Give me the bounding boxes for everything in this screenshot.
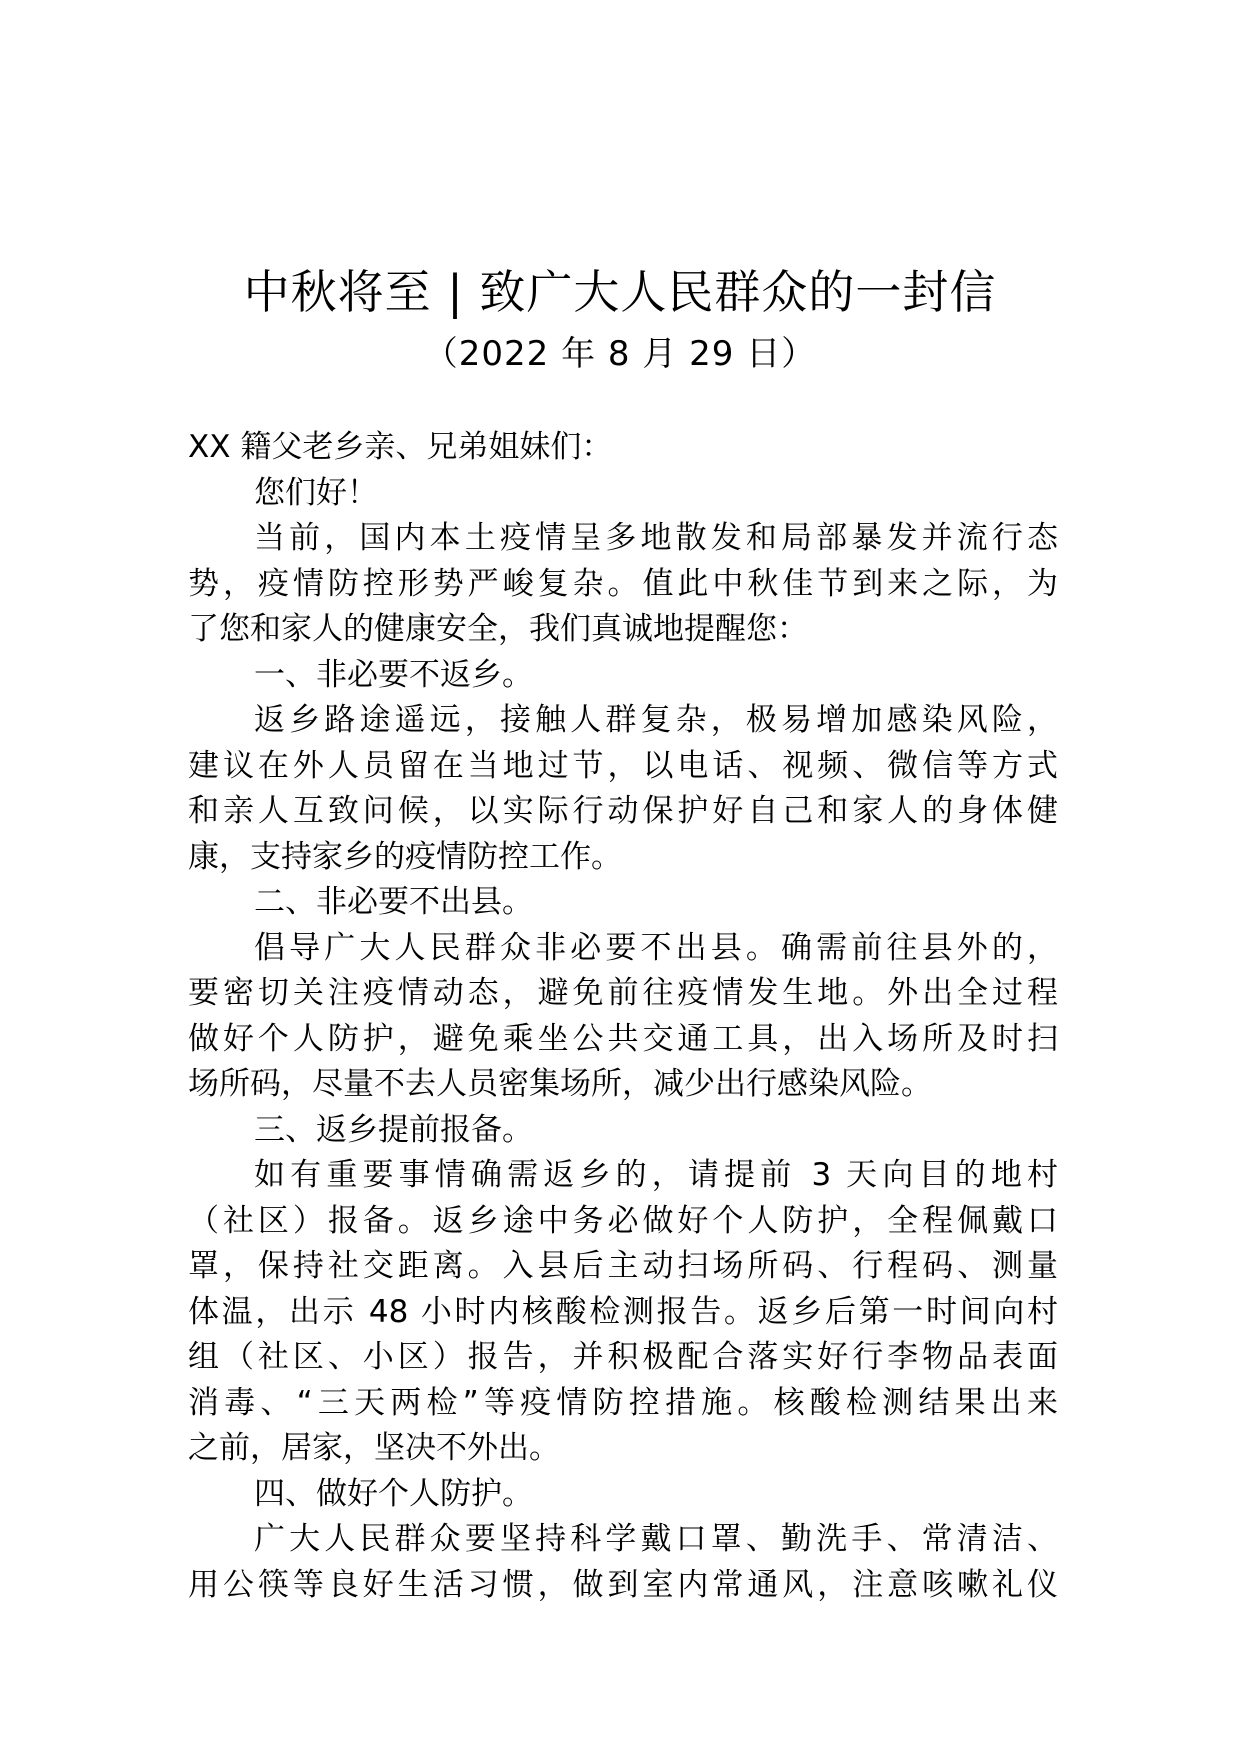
body-line: 势，疫情防控形势严峻复杂。值此中秋佳节到来之际，为 <box>188 565 1058 602</box>
body-line: 组（社区、小区）报告，并积极配合落实好行李物品表面 <box>188 1339 1058 1375</box>
body-line: 广大人民群众要坚持科学戴口罩、勤洗手、常清洁、 <box>254 1521 1058 1557</box>
body-line: 返乡路途遥远，接触人群复杂，极易增加感染风险， <box>254 702 1058 738</box>
body-line: 三、返乡提前报备。 <box>254 1111 533 1148</box>
body-line: 倡导广大人民群众非必要不出县。确需前往县外的， <box>254 929 1058 966</box>
page-title: 中秋将至 | 致广大人民群众的一封信 <box>243 265 997 319</box>
body-line: （社区）报备。返乡途中务必做好个人防护，全程佩戴口 <box>188 1202 1058 1239</box>
body-line: 一、非必要不返乡。 <box>254 656 533 693</box>
body-line: 和亲人互致问候，以实际行动保护好自己和家人的身体健 <box>188 793 1058 829</box>
body-line: 做好个人防护，避免乘坐公共交通工具，出入场所及时扫 <box>188 1020 1058 1057</box>
body-line: 要密切关注疫情动态，避免前往疫情发生地。外出全过程 <box>188 975 1058 1011</box>
body-line: XX 籍父老乡亲、兄弟姐妹们： <box>188 429 613 465</box>
body-line: 康，支持家乡的疫情防控工作。 <box>188 838 622 875</box>
body-line: 四、做好个人防护。 <box>254 1475 533 1512</box>
body-line: 罩，保持社交距离。入县后主动扫场所码、行程码、测量 <box>188 1248 1058 1284</box>
body-line: 消毒、“三天两检”等疫情防控措施。核酸检测结果出来 <box>188 1384 1058 1421</box>
document-date: （2022 年 8 月 29 日） <box>423 334 817 374</box>
body-line: 当前，国内本土疫情呈多地散发和局部暴发并流行态 <box>254 520 1058 556</box>
letter-body <box>188 425 1058 1608</box>
body-line: 场所码，尽量不去人员密集场所，减少出行感染风险。 <box>188 1066 932 1102</box>
body-line: 用公筷等良好生活习惯，做到室内常通风，注意咳嗽礼仪 <box>188 1566 1058 1603</box>
body-line: 体温，出示 48 小时内核酸检测报告。返乡后第一时间向村 <box>188 1293 1058 1330</box>
body-line: 之前，居家，坚决不外出。 <box>188 1430 560 1466</box>
body-line: 如有重要事情确需返乡的，请提前 3 天向目的地村 <box>254 1157 1058 1193</box>
body-line: 了您和家人的健康安全，我们真诚地提醒您： <box>188 611 808 647</box>
body-line: 您们好！ <box>254 474 378 511</box>
body-line: 建议在外人员留在当地过节，以电话、视频、微信等方式 <box>188 747 1058 784</box>
body-line: 二、非必要不出县。 <box>254 884 533 920</box>
